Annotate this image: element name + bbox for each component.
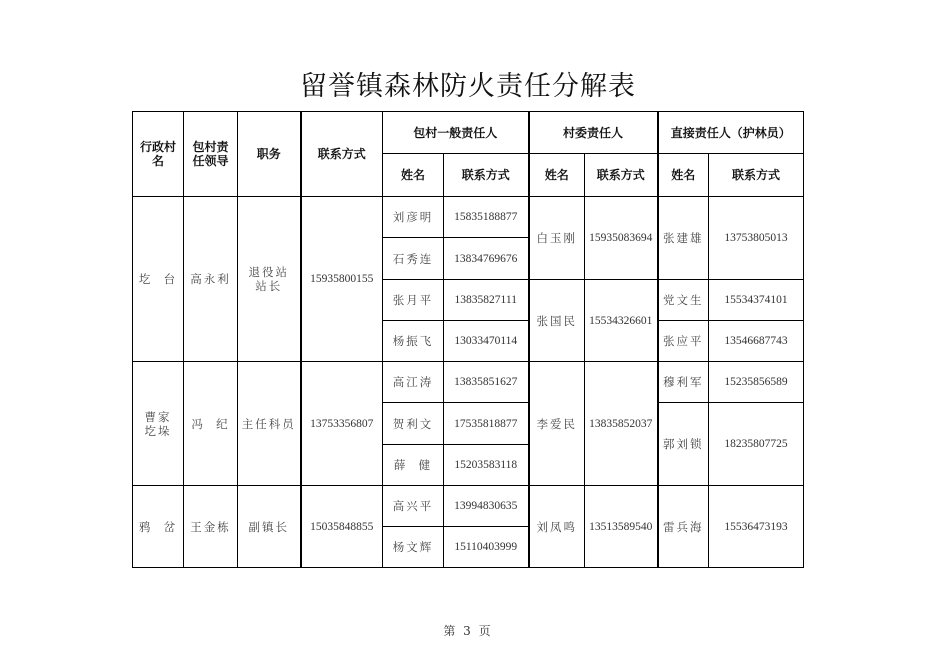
village-name: 鸦 岔 — [133, 486, 184, 568]
committee-phone: 15935083694 — [585, 197, 658, 280]
general-name: 杨振飞 — [383, 321, 444, 362]
direct-phone: 18235807725 — [709, 403, 804, 486]
general-name: 张月平 — [383, 280, 444, 321]
header-leader-contact: 联系方式 — [301, 112, 383, 197]
general-phone: 15110403999 — [444, 527, 529, 568]
direct-name: 雷兵海 — [658, 486, 709, 568]
committee-name: 白玉刚 — [529, 197, 585, 280]
general-phone: 15203583118 — [444, 445, 529, 486]
header-direct-phone: 联系方式 — [709, 154, 804, 197]
direct-phone: 15536473193 — [709, 486, 804, 568]
direct-phone: 15235856589 — [709, 362, 804, 403]
general-name: 刘彦明 — [383, 197, 444, 238]
leader-position: 退役站站长 — [238, 197, 301, 362]
general-phone: 13835827111 — [444, 280, 529, 321]
committee-name: 李爱民 — [529, 362, 585, 486]
general-phone: 13033470114 — [444, 321, 529, 362]
committee-phone: 15534326601 — [585, 280, 658, 362]
header-committee-phone: 联系方式 — [585, 154, 658, 197]
header-committee-name: 姓名 — [529, 154, 585, 197]
direct-name: 党文生 — [658, 280, 709, 321]
general-phone: 15835188877 — [444, 197, 529, 238]
general-phone: 13994830635 — [444, 486, 529, 527]
village-name: 曹家圪垛 — [133, 362, 184, 486]
general-phone: 17535818877 — [444, 403, 529, 445]
direct-name: 张应平 — [658, 321, 709, 362]
header-general-group: 包村一般责任人 — [383, 112, 529, 154]
leader-position: 副镇长 — [238, 486, 301, 568]
leader-name: 冯 纪 — [184, 362, 238, 486]
direct-name: 张建雄 — [658, 197, 709, 280]
header-general-phone: 联系方式 — [444, 154, 529, 197]
committee-name: 张国民 — [529, 280, 585, 362]
header-row-1 — [133, 112, 804, 154]
leader-phone: 15935800155 — [301, 197, 383, 362]
general-name: 贺利文 — [383, 403, 444, 445]
header-general-name: 姓名 — [383, 154, 444, 197]
header-committee-group: 村委责任人 — [529, 112, 658, 154]
committee-name: 刘凤鸣 — [529, 486, 585, 568]
general-phone: 13835851627 — [444, 362, 529, 403]
general-name: 石秀连 — [383, 238, 444, 280]
direct-name: 郭刘锁 — [658, 403, 709, 486]
general-phone: 13834769676 — [444, 238, 529, 280]
leader-phone: 15035848855 — [301, 486, 383, 568]
page-number: 第 3 页 — [443, 624, 493, 638]
responsibility-table — [132, 111, 804, 568]
direct-phone: 15534374101 — [709, 280, 804, 321]
header-village: 行政村名 — [133, 112, 184, 197]
committee-phone: 13513589540 — [585, 486, 658, 568]
header-position: 职务 — [238, 112, 301, 197]
page-title: 留誉镇森林防火责任分解表 — [300, 71, 636, 102]
direct-phone: 13753805013 — [709, 197, 804, 280]
leader-name: 高永利 — [184, 197, 238, 362]
direct-phone: 13546687743 — [709, 321, 804, 362]
direct-name: 穆利军 — [658, 362, 709, 403]
table-row — [133, 362, 804, 403]
header-direct-name: 姓名 — [658, 154, 709, 197]
leader-position: 主任科员 — [238, 362, 301, 486]
committee-phone: 13835852037 — [585, 362, 658, 486]
general-name: 杨文辉 — [383, 527, 444, 568]
leader-phone: 13753356807 — [301, 362, 383, 486]
table-row — [133, 486, 804, 527]
general-name: 高江涛 — [383, 362, 444, 403]
leader-name: 王金栋 — [184, 486, 238, 568]
village-name: 圪 台 — [133, 197, 184, 362]
header-leader: 包村责任领导 — [184, 112, 238, 197]
general-name: 高兴平 — [383, 486, 444, 527]
header-direct-group: 直接责任人（护林员） — [658, 112, 804, 154]
general-name: 薛 健 — [383, 445, 444, 486]
table-row — [133, 197, 804, 238]
